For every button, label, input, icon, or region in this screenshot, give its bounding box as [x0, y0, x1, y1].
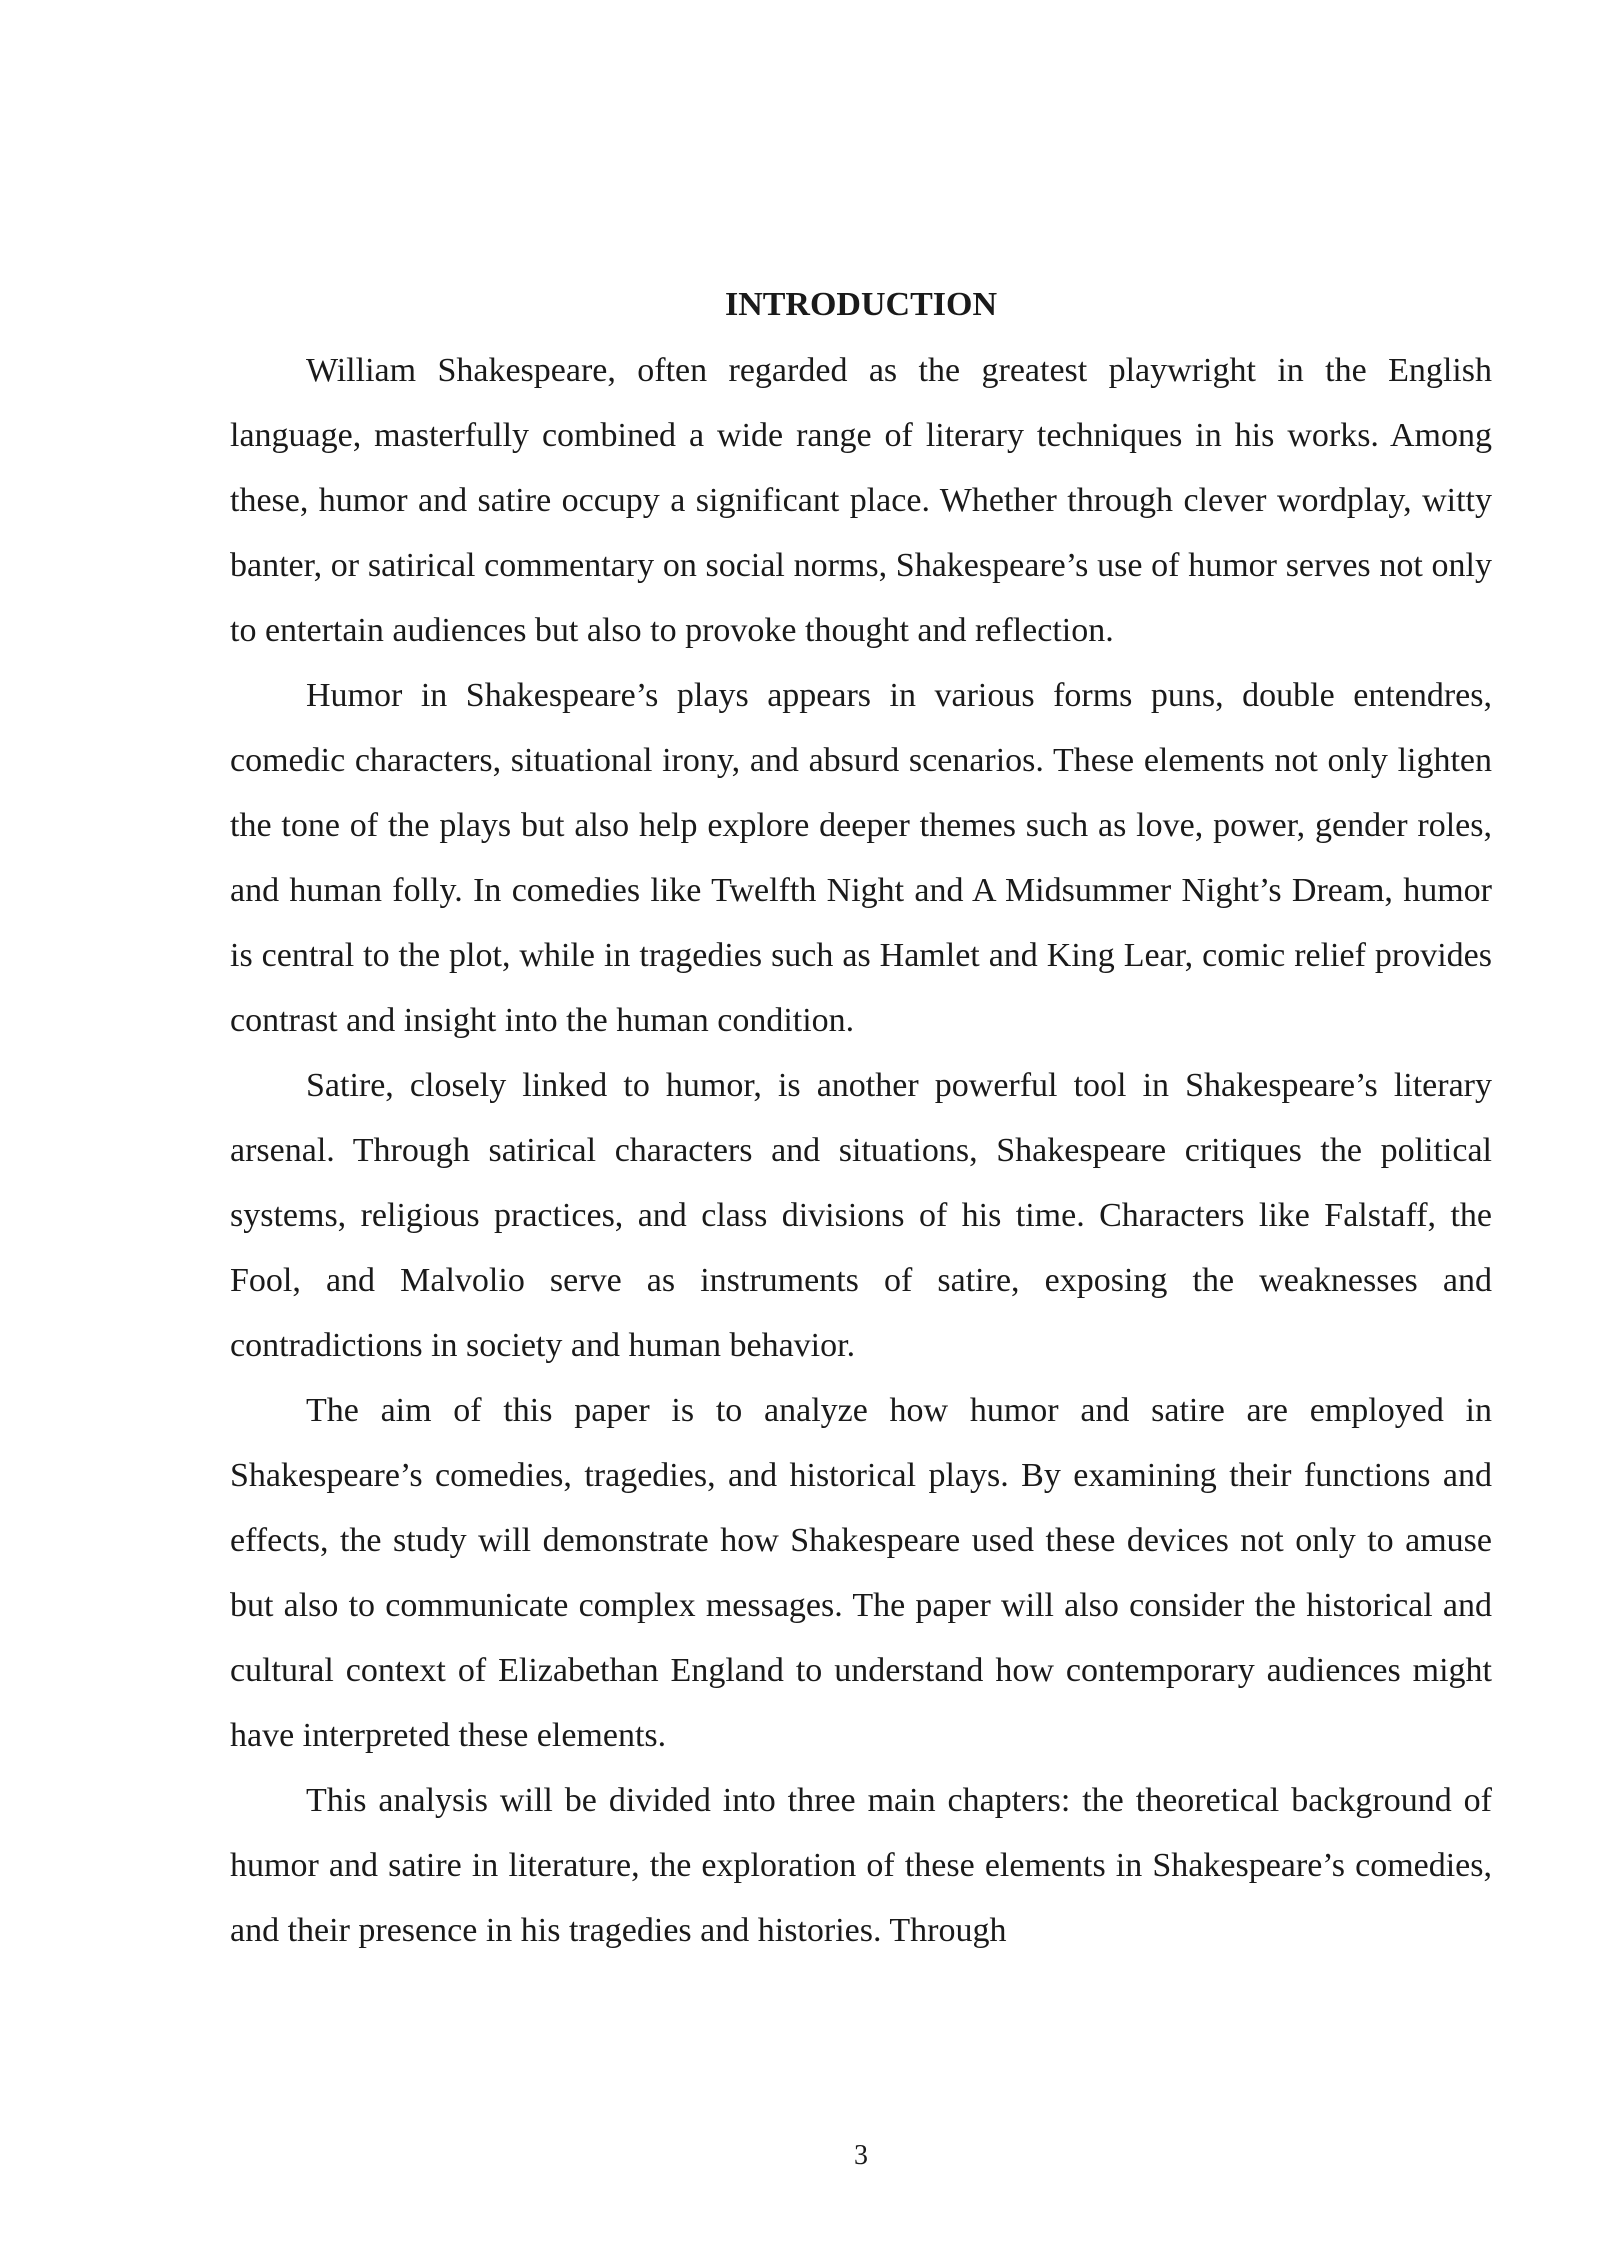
- page-content: [230, 280, 1492, 1963]
- paragraph-2: Humor in Shakespeare’s plays appears in various forms puns, double entendres, comedic characters, situational irony, and absurd scenarios. These elements not only lighten the tone of the plays but also help explore deeper themes such as love, power, gender roles, and human folly. In comedies like Twelfth Night and A Midsummer Night’s Dream, humor is central to the plot, while in tragedies such as Hamlet and King Lear, comic relief provides contrast and insight into the human condition.: [230, 677, 1492, 1039]
- paragraph-5: This analysis will be divided into three main chapters: the theoretical background of humor and satire in literature, the exploration of these elements in Shakespeare’s comedies, and their presence in his tragedies and histories. Through: [230, 1782, 1492, 1949]
- paragraph-4: The aim of this paper is to analyze how humor and satire are employed in Shakespeare’s comedies, tragedies, and historical plays. By examining their functions and effects, the study will demonstrate how Shakespeare used these devices not only to amuse but also to communicate complex messages. The paper will also consider the historical and cultural context of Elizabethan England to understand how contemporary audiences might have interpreted these elements.: [230, 1392, 1492, 1754]
- paragraph-3: Satire, closely linked to humor, is another powerful tool in Shakespeare’s literary arsenal. Through satirical characters and situations, Shakespeare critiques the political systems, religious practices, and class divisions of his time. Characters like Falstaff, the Fool, and Malvolio serve as instruments of satire, exposing the weaknesses and contradictions in society and human behavior.: [230, 1067, 1492, 1364]
- paragraph-1: William Shakespeare, often regarded as the greatest playwright in the English language, masterfully combined a wide range of literary techniques in his works. Among these, humor and satire occupy a significant place. Whether through clever wordplay, witty banter, or satirical commentary on social norms, Shakespeare’s use of humor serves not only to entertain audiences but also to provoke thought and reflection.: [230, 352, 1492, 649]
- page-number: 3: [854, 2140, 868, 2171]
- section-heading: INTRODUCTION: [724, 286, 998, 323]
